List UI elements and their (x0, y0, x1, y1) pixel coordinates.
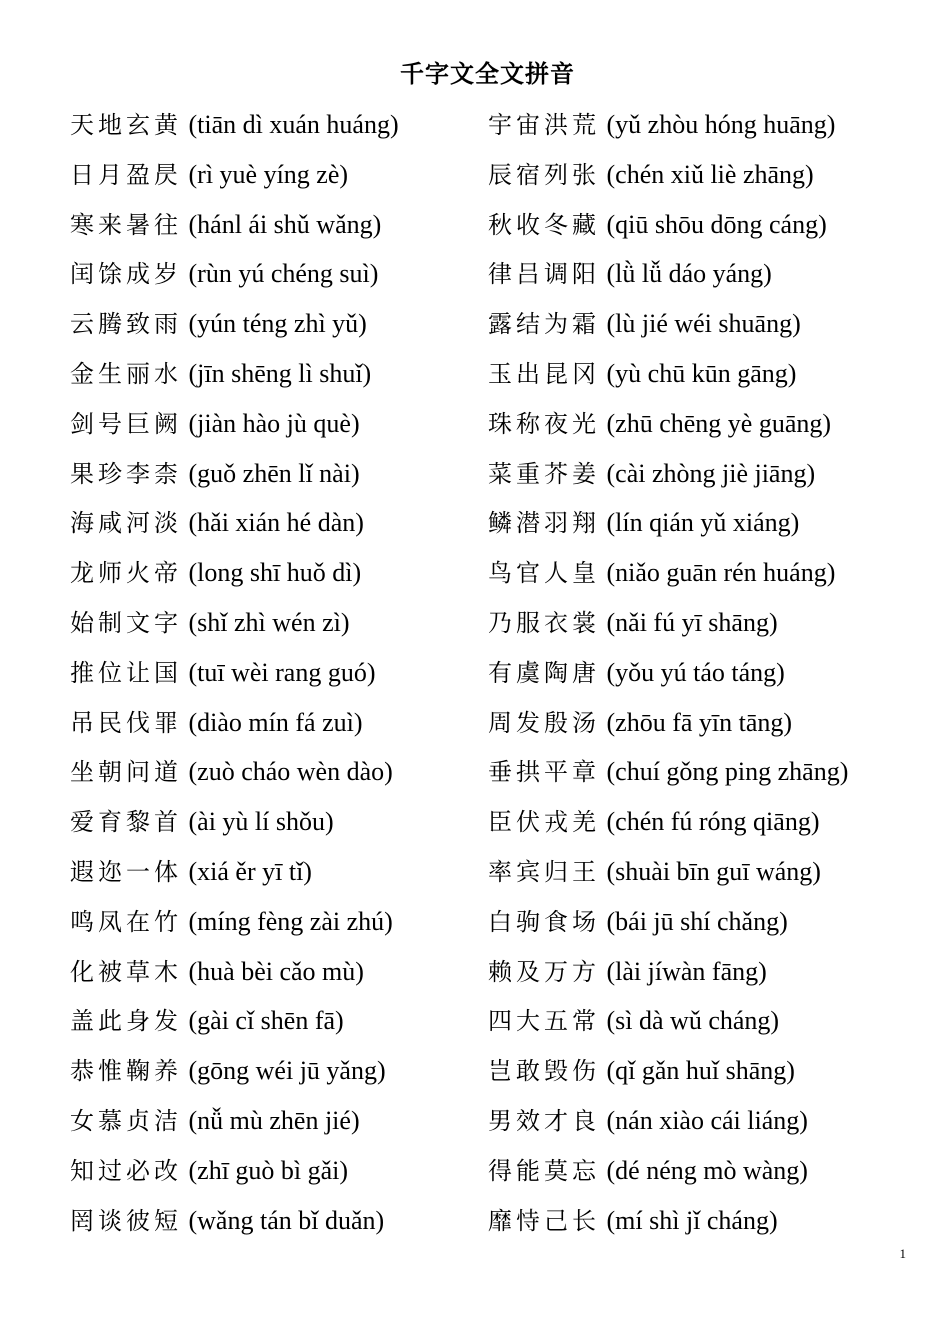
verse-pinyin: (jiàn hào jù què) (188, 408, 360, 438)
verse-pinyin: (huà bèi cǎo mù) (188, 956, 364, 986)
verse-hanzi: 闰馀成岁 (70, 260, 182, 289)
verse-line (488, 598, 848, 648)
verse-hanzi: 玉出昆冈 (488, 359, 600, 388)
verse-pinyin: (lù jié wéi shuāng) (606, 309, 801, 339)
verse-hanzi: 金生丽水 (70, 359, 182, 388)
verse-line (70, 698, 399, 748)
verse-pinyin: (gōng wéi jū yǎng) (188, 1056, 386, 1086)
verse-pinyin: (lài jíwàn fāng) (606, 956, 767, 986)
verse-pinyin: (tiān dì xuán huáng) (188, 110, 399, 139)
verse-hanzi: 知过必改 (70, 1156, 182, 1185)
verse-hanzi: 日月盈昃 (70, 160, 182, 189)
verse-hanzi: 化被草木 (70, 957, 182, 986)
verse-pinyin: (zuò cháo wèn dào) (188, 757, 393, 787)
verse-pinyin: (yǔ zhòu hóng huāng) (606, 110, 836, 139)
verse-line (70, 249, 399, 299)
verse-pinyin: (shǐ zhì wén zì) (188, 607, 350, 637)
verse-pinyin: (lín qián yǔ xiáng) (606, 508, 800, 538)
verse-pinyin: (yún téng zhì yǔ) (188, 309, 367, 339)
verse-line (488, 1046, 848, 1096)
verse-pinyin: (zhōu fā yīn tāng) (606, 707, 793, 737)
verse-line (70, 1096, 399, 1146)
verse-line (70, 947, 399, 997)
verse-pinyin: (rùn yú chéng suì) (188, 259, 379, 289)
verse-pinyin: (hǎi xián hé dàn) (188, 508, 364, 538)
verse-line (70, 797, 399, 847)
verse-hanzi: 白驹食场 (488, 907, 600, 936)
verse-hanzi: 寒来暑往 (70, 210, 182, 239)
verse-line (70, 548, 399, 598)
verse-hanzi: 赖及万方 (488, 957, 600, 986)
verse-hanzi: 靡恃己长 (488, 1206, 600, 1235)
verse-pinyin: (wǎng tán bǐ duǎn) (188, 1205, 385, 1235)
verse-hanzi: 菜重芥姜 (488, 459, 600, 488)
verse-pinyin: (ài yù lí shǒu) (188, 807, 334, 837)
verse-hanzi: 律吕调阳 (488, 260, 600, 289)
verse-line (488, 399, 848, 449)
verse-pinyin: (niǎo guān rén huáng) (606, 558, 836, 588)
verse-line (70, 200, 399, 250)
verse-hanzi: 爱育黎首 (70, 808, 182, 837)
verse-hanzi: 海咸河淡 (70, 509, 182, 538)
verse-pinyin: (shuài bīn guī wáng) (606, 856, 821, 886)
verse-hanzi: 遐迩一体 (70, 857, 182, 886)
verse-pinyin: (míng fèng zài zhú) (188, 906, 393, 936)
verse-line (70, 897, 399, 947)
right-column (488, 100, 848, 1245)
verse-line (70, 449, 399, 499)
verse-line (488, 349, 848, 399)
verse-pinyin: (yǒu yú táo táng) (606, 657, 785, 687)
verse-pinyin: (hánl ái shǔ wǎng) (188, 209, 382, 239)
verse-line (488, 548, 848, 598)
verse-pinyin: (sì dà wǔ cháng) (606, 1006, 780, 1036)
verse-hanzi: 云腾致雨 (70, 310, 182, 339)
verse-line (488, 797, 848, 847)
verse-pinyin: (chuí gǒng ping zhāng) (606, 757, 849, 787)
verse-line (488, 1146, 848, 1196)
verse-pinyin: (nǎi fú yī shāng) (606, 607, 778, 637)
verse-line (488, 1096, 848, 1146)
left-column (70, 100, 399, 1245)
verse-pinyin: (chén fú róng qiāng) (606, 807, 820, 837)
verse-hanzi: 盖此身发 (70, 1007, 182, 1036)
verse-line (70, 847, 399, 897)
verse-pinyin: (diào mín fá zuì) (188, 707, 363, 737)
verse-line (70, 399, 399, 449)
verse-pinyin: (zhū chēng yè guāng) (606, 408, 832, 438)
verse-line (488, 299, 848, 349)
verse-hanzi: 罔谈彼短 (70, 1206, 182, 1235)
verse-pinyin: (jīn shēng lì shuǐ) (188, 358, 372, 388)
page-number: 1 (899, 1246, 906, 1261)
verse-pinyin: (tuī wèi rang guó) (188, 657, 376, 687)
verse-hanzi: 秋收冬藏 (488, 210, 600, 239)
verse-line (70, 498, 399, 548)
verse-hanzi: 乃服衣裳 (488, 608, 600, 637)
verse-line (488, 449, 848, 499)
verse-hanzi: 剑号巨阙 (70, 409, 182, 438)
verse-hanzi: 宇宙洪荒 (488, 111, 600, 139)
verse-line (488, 847, 848, 897)
verse-line (70, 648, 399, 698)
verse-pinyin: (rì yuè yíng zè) (188, 159, 349, 189)
verse-line (488, 100, 848, 150)
verse-line (70, 299, 399, 349)
verse-hanzi: 鸟官人皇 (488, 559, 600, 588)
verse-pinyin: (qǐ gǎn huǐ shāng) (606, 1056, 795, 1086)
verse-hanzi: 周发殷汤 (488, 708, 600, 737)
verse-pinyin: (mí shì jǐ cháng) (606, 1205, 778, 1235)
verse-line (488, 200, 848, 250)
verse-pinyin: (nǚ mù zhēn jié) (188, 1105, 360, 1135)
page-title: 千字文全文拼音 (400, 60, 575, 88)
verse-hanzi: 率宾归王 (488, 857, 600, 886)
verse-pinyin: (qiū shōu dōng cáng) (606, 209, 827, 239)
verse-hanzi: 恭惟鞠养 (70, 1057, 182, 1086)
verse-line (488, 648, 848, 698)
verse-line (488, 947, 848, 997)
verse-hanzi: 岂敢毁伤 (488, 1057, 600, 1086)
verse-hanzi: 露结为霜 (488, 310, 600, 339)
verse-pinyin: (bái jū shí chǎng) (606, 906, 788, 936)
verse-hanzi: 天地玄黄 (70, 111, 182, 139)
verse-pinyin: (zhī guò bì gǎi) (188, 1155, 349, 1185)
verse-hanzi: 鳞潜羽翔 (488, 509, 600, 538)
verse-hanzi: 吊民伐罪 (70, 708, 182, 737)
verse-line (70, 1196, 399, 1246)
verse-hanzi: 男效才良 (488, 1106, 600, 1135)
verse-hanzi: 龙师火帝 (70, 559, 182, 588)
verse-pinyin: (long shī huǒ dì) (188, 558, 362, 588)
verse-hanzi: 辰宿列张 (488, 160, 600, 189)
verse-line (488, 1196, 848, 1246)
verse-pinyin: (yù chū kūn gāng) (606, 358, 797, 388)
verse-pinyin: (guǒ zhēn lǐ nài) (188, 458, 360, 488)
verse-hanzi: 四大五常 (488, 1007, 600, 1036)
verse-line (70, 996, 399, 1046)
verse-line (488, 249, 848, 299)
verse-line (488, 698, 848, 748)
verse-line (70, 1146, 399, 1196)
verse-line (70, 349, 399, 399)
verse-line (488, 897, 848, 947)
verse-hanzi: 始制文字 (70, 608, 182, 637)
verse-line (70, 100, 399, 150)
verse-pinyin: (xiá ěr yī tǐ) (188, 856, 312, 886)
verse-hanzi: 坐朝问道 (70, 758, 182, 787)
verse-pinyin: (gài cǐ shēn fā) (188, 1006, 344, 1036)
verse-pinyin: (cài zhòng jiè jiāng) (606, 458, 816, 488)
verse-hanzi: 果珍李柰 (70, 459, 182, 488)
verse-hanzi: 珠称夜光 (488, 409, 600, 438)
verse-pinyin: (nán xiào cái liáng) (606, 1105, 808, 1135)
verse-pinyin: (lǜ lǚ dáo yáng) (606, 259, 772, 289)
verse-hanzi: 臣伏戎羌 (488, 808, 600, 837)
verse-line (70, 1046, 399, 1096)
verse-hanzi: 鸣凤在竹 (70, 907, 182, 936)
verse-hanzi: 女慕贞洁 (70, 1106, 182, 1135)
verse-hanzi: 得能莫忘 (488, 1156, 600, 1185)
verse-line (70, 747, 399, 797)
verse-line (488, 747, 848, 797)
verse-hanzi: 推位让国 (70, 658, 182, 687)
verse-line (488, 150, 848, 200)
verse-pinyin: (chén xiǔ liè zhāng) (606, 159, 814, 189)
verse-hanzi: 垂拱平章 (488, 758, 600, 787)
verse-line (488, 996, 848, 1046)
verse-hanzi: 有虞陶唐 (488, 658, 600, 687)
verse-line (70, 598, 399, 648)
verse-pinyin: (dé néng mò wàng) (606, 1155, 808, 1185)
verse-line (488, 498, 848, 548)
verse-line (70, 150, 399, 200)
